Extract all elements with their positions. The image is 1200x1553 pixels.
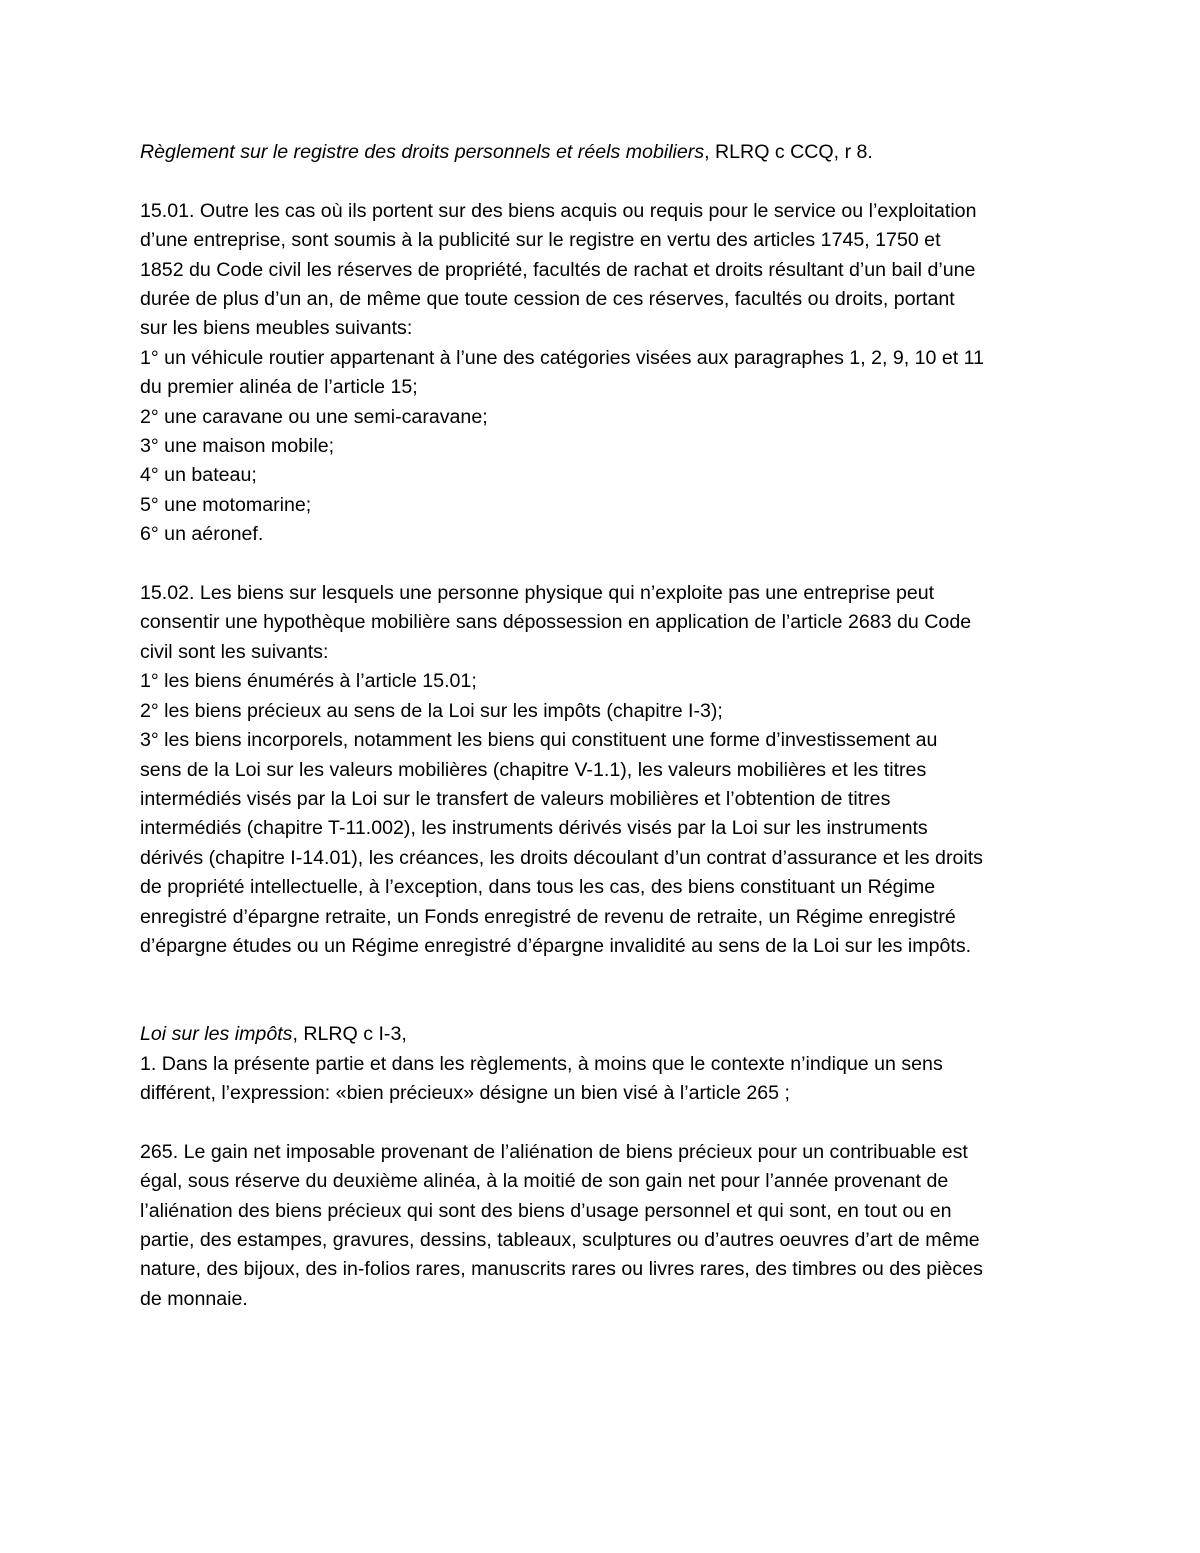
text-line: intermédiés (chapitre T-11.002), les instruments dérivés visés par la Loi sur les instruments [140, 817, 928, 840]
text-line: l’aliénation des biens précieux qui sont des biens d’usage personnel et qui sont, en tout ou en [140, 1199, 952, 1222]
list-item: 3° les biens incorporels, notamment les biens qui constituent une forme d’investissement au [140, 729, 938, 752]
spacer [140, 550, 1075, 579]
text-line: de propriété intellectuelle, à l’exception, dans tous les cas, des biens constituant un Régime [140, 876, 936, 899]
citation-loi-impots [140, 1020, 1075, 1049]
list-item: 2° une caravane ou une semi-caravane; [140, 405, 488, 428]
article-15-02 [140, 579, 1075, 961]
text-line: sens de la Loi sur les valeurs mobilières (chapitre V-1.1), les valeurs mobilières et les titres [140, 758, 927, 781]
spacer [140, 1108, 1075, 1137]
text-line: 15.02. Les biens sur lesquels une personne physique qui n’exploite pas une entreprise peut [140, 582, 935, 605]
text-line: intermédiés visés par la Loi sur le transfert de valeurs mobilières et l’obtention de titres [140, 787, 891, 810]
citation-loi-impots-title: Loi sur les impôts [140, 1023, 293, 1046]
text-line: 1. Dans la présente partie et dans les règlements, à moins que le contexte n’indique un sens [140, 1052, 943, 1075]
text-line: enregistré d’épargne retraite, un Fonds enregistré de revenu de retraite, un Régime enregistré [140, 905, 956, 928]
text-line: différent, l’expression: «bien précieux» désigne un bien visé à l’article 265 ; [140, 1081, 790, 1104]
list-item: 4° un bateau; [140, 464, 257, 487]
citation-loi-impots-ref: , RLRQ c I-3, [292, 1023, 407, 1046]
article-1 [140, 1050, 1075, 1109]
text-line: nature, des bijoux, des in-folios rares, manuscrits rares ou livres rares, des timbres ou des pièces [140, 1258, 983, 1281]
list-item: 1° les biens énumérés à l’article 15.01; [140, 670, 477, 693]
text-line: dérivés (chapitre I-14.01), les créances, les droits découlant d’un contrat d’assurance et les droits [140, 846, 983, 869]
spacer [140, 167, 1075, 196]
document-page [140, 138, 1075, 1314]
article-265 [140, 1138, 1075, 1314]
list-item: 3° une maison mobile; [140, 435, 335, 458]
list-item: 5° une motomarine; [140, 493, 312, 516]
text-line: 1852 du Code civil les réserves de propriété, facultés de rachat et droits résultant d’un bail d’une [140, 258, 976, 281]
article-15-01 [140, 197, 1075, 550]
text-line: consentir une hypothèque mobilière sans dépossession en application de l’article 2683 du Code [140, 611, 972, 634]
text-line: durée de plus d’un an, de même que toute cession de ces réserves, facultés ou droits, portant [140, 288, 955, 311]
citation-reglement-title: Règlement sur le registre des droits personnels et réels mobiliers [140, 141, 705, 163]
list-item: 1° un véhicule routier appartenant à l’une des catégories visées aux paragraphes 1, 2, 9, 10 et 11 [140, 346, 985, 369]
text-line: 265. Le gain net imposable provenant de l’aliénation de biens précieux pour un contribuable est [140, 1140, 968, 1163]
text-line: civil sont les suivants: [140, 640, 329, 663]
list-item: 6° un aéronef. [140, 523, 264, 546]
text-line: sur les biens meubles suivants: [140, 317, 413, 340]
citation-reglement-ref: , RLRQ c CCQ, r 8. [704, 141, 873, 163]
list-item: 2° les biens précieux au sens de la Loi sur les impôts (chapitre I-3); [140, 699, 723, 722]
text-line: 15.01. Outre les cas où ils portent sur des biens acquis ou requis pour le service ou l’exploitation [140, 199, 977, 222]
text-line: d’une entreprise, sont soumis à la publicité sur le registre en vertu des articles 1745, 1750 et [140, 229, 941, 252]
text-line: d’épargne études ou un Régime enregistré d’épargne invalidité au sens de la Loi sur les impôts. [140, 934, 972, 957]
text-line: de monnaie. [140, 1287, 248, 1310]
text-line: partie, des estampes, gravures, dessins, tableaux, sculptures ou d’autres oeuvres d’art de même [140, 1228, 980, 1251]
citation-reglement [140, 138, 1075, 167]
list-item-continuation: du premier alinéa de l’article 15; [140, 376, 418, 399]
text-line: égal, sous réserve du deuxième alinéa, à la moitié de son gain net pour l’année provenant de [140, 1170, 949, 1193]
spacer [140, 961, 1075, 1020]
